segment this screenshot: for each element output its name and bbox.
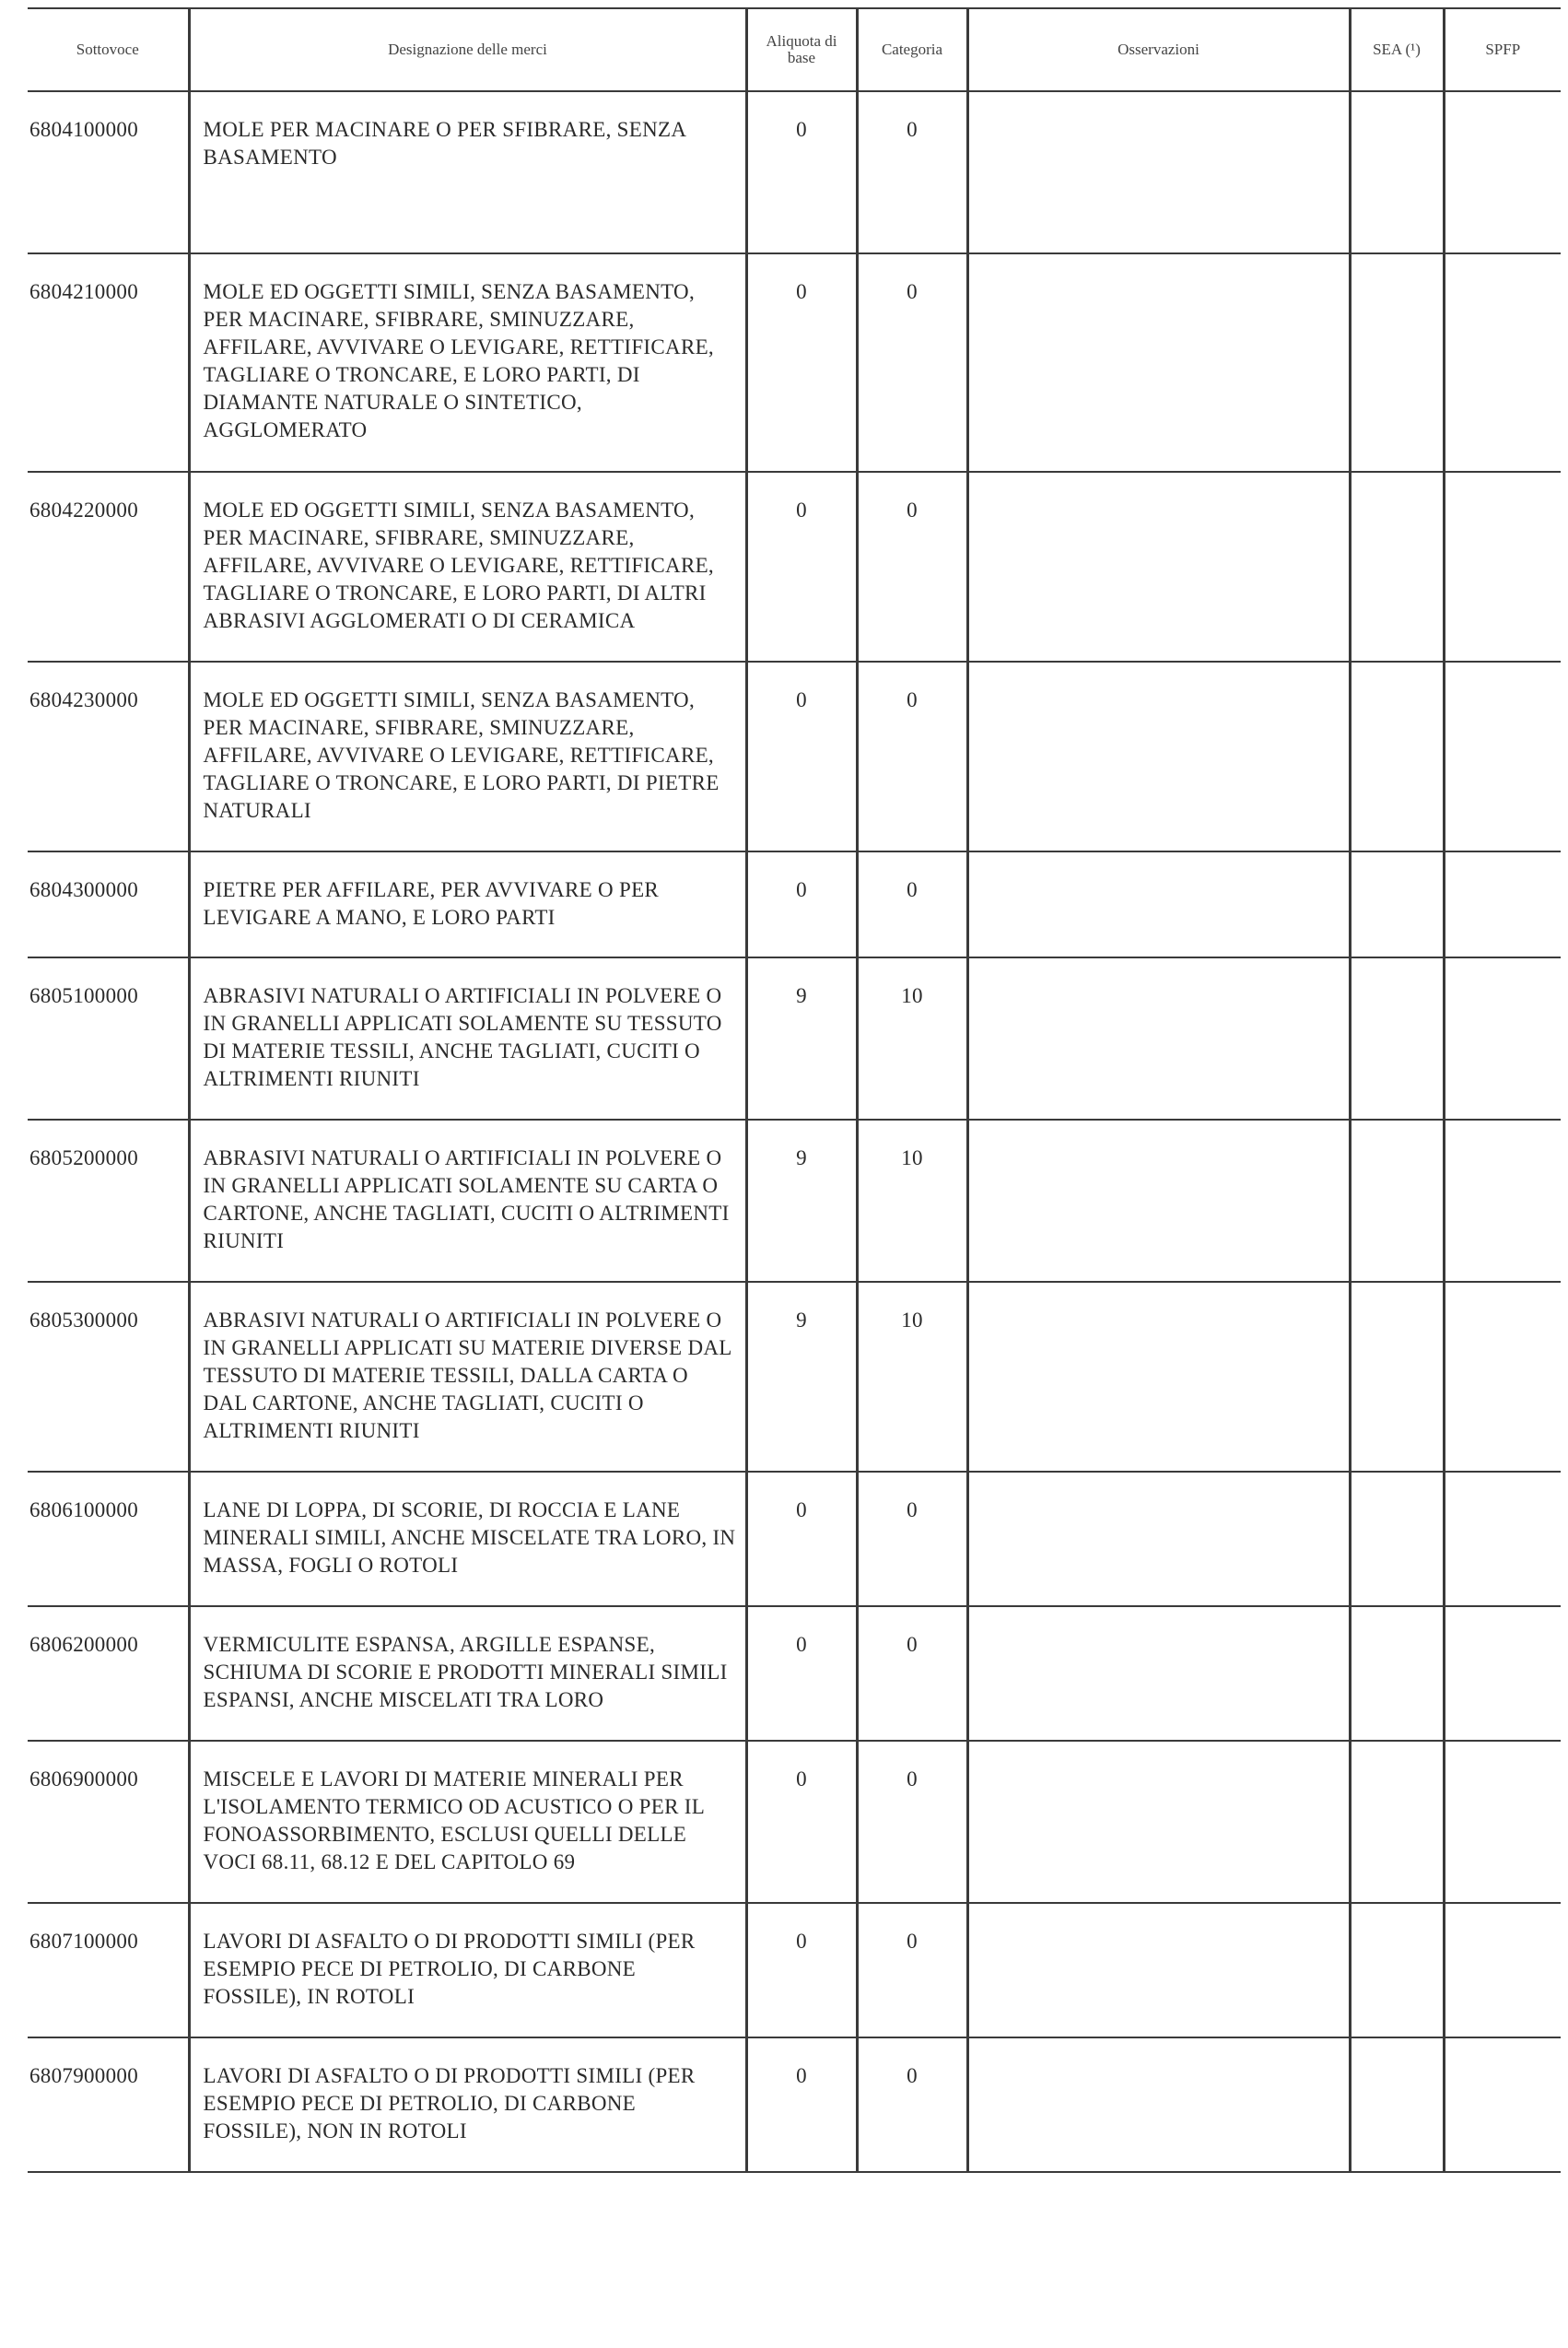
cell-sea [1350, 1606, 1444, 1741]
cell-sea [1350, 1741, 1444, 1903]
cell-categoria: 0 [857, 1606, 967, 1741]
cell-sea [1350, 957, 1444, 1120]
cell-sea [1350, 1120, 1444, 1282]
cell-code: 6806900000 [28, 1741, 189, 1903]
cell-spfp [1444, 1903, 1561, 2037]
cell-description: MOLE ED OGGETTI SIMILI, SENZA BASAMENTO, PER MACINARE, SFIBRARE, SMINUZZARE, AFFILARE, AVVIVARE O LEVIGARE, RETTIFICARE, TAGLIARE O TRONCARE, E LORO PARTI, DI DIAMANTE NATURALE O SINTETICO, AGGLOMERATO [189, 253, 746, 472]
cell-categoria: 0 [857, 91, 967, 253]
table-row [28, 851, 1561, 957]
cell-description: VERMICULITE ESPANSA, ARGILLE ESPANSE, SCHIUMA DI SCORIE E PRODOTTI MINERALI SIMILI ESPANSI, ANCHE MISCELATI TRA LORO [189, 1606, 746, 1741]
cell-categoria: 0 [857, 2037, 967, 2172]
tariff-table [28, 7, 1561, 2173]
cell-aliquota: 9 [746, 957, 857, 1120]
cell-spfp [1444, 851, 1561, 957]
cell-osservazioni [967, 957, 1350, 1120]
cell-description: MOLE ED OGGETTI SIMILI, SENZA BASAMENTO, PER MACINARE, SFIBRARE, SMINUZZARE, AFFILARE, AVVIVARE O LEVIGARE, RETTIFICARE, TAGLIARE O TRONCARE, E LORO PARTI, DI PIETRE NATURALI [189, 662, 746, 851]
header-aliquota: Aliquota di base [746, 8, 857, 91]
cell-sea [1350, 1282, 1444, 1472]
cell-sea [1350, 1903, 1444, 2037]
header-sottovoce: Sottovoce [28, 8, 189, 91]
header-row [28, 8, 1561, 91]
cell-osservazioni [967, 253, 1350, 472]
table-row [28, 1741, 1561, 1903]
table-row [28, 91, 1561, 253]
table-row [28, 662, 1561, 851]
cell-sea [1350, 851, 1444, 957]
cell-code: 6807900000 [28, 2037, 189, 2172]
tariff-page [28, 7, 1561, 2173]
cell-code: 6804210000 [28, 253, 189, 472]
cell-osservazioni [967, 2037, 1350, 2172]
cell-spfp [1444, 253, 1561, 472]
cell-code: 6804300000 [28, 851, 189, 957]
header-osservazioni: Osservazioni [967, 8, 1350, 91]
table-row [28, 472, 1561, 662]
cell-description: MOLE PER MACINARE O PER SFIBRARE, SENZA BASAMENTO [189, 91, 746, 253]
cell-categoria: 10 [857, 1120, 967, 1282]
cell-code: 6804230000 [28, 662, 189, 851]
table-row [28, 1282, 1561, 1472]
cell-description: LANE DI LOPPA, DI SCORIE, DI ROCCIA E LANE MINERALI SIMILI, ANCHE MISCELATE TRA LORO, IN MASSA, FOGLI O ROTOLI [189, 1472, 746, 1606]
cell-sea [1350, 472, 1444, 662]
cell-aliquota: 0 [746, 91, 857, 253]
cell-categoria: 0 [857, 253, 967, 472]
cell-spfp [1444, 1282, 1561, 1472]
cell-description: LAVORI DI ASFALTO O DI PRODOTTI SIMILI (PER ESEMPIO PECE DI PETROLIO, DI CARBONE FOSSILE), IN ROTOLI [189, 1903, 746, 2037]
cell-sea [1350, 91, 1444, 253]
cell-spfp [1444, 1120, 1561, 1282]
table-row [28, 253, 1561, 472]
cell-categoria: 0 [857, 662, 967, 851]
cell-categoria: 10 [857, 1282, 967, 1472]
cell-description: ABRASIVI NATURALI O ARTIFICIALI IN POLVERE O IN GRANELLI APPLICATI SOLAMENTE SU TESSUTO DI MATERIE TESSILI, ANCHE TAGLIATI, CUCITI O ALTRIMENTI RIUNITI [189, 957, 746, 1120]
cell-aliquota: 9 [746, 1282, 857, 1472]
cell-spfp [1444, 957, 1561, 1120]
table-row [28, 1606, 1561, 1741]
cell-code: 6807100000 [28, 1903, 189, 2037]
cell-description: ABRASIVI NATURALI O ARTIFICIALI IN POLVERE O IN GRANELLI APPLICATI SOLAMENTE SU CARTA O CARTONE, ANCHE TAGLIATI, CUCITI O ALTRIMENTI RIUNITI [189, 1120, 746, 1282]
cell-categoria: 0 [857, 1741, 967, 1903]
cell-code: 6804100000 [28, 91, 189, 253]
cell-categoria: 0 [857, 851, 967, 957]
cell-osservazioni [967, 1903, 1350, 2037]
cell-description: MOLE ED OGGETTI SIMILI, SENZA BASAMENTO, PER MACINARE, SFIBRARE, SMINUZZARE, AFFILARE, AVVIVARE O LEVIGARE, RETTIFICARE, TAGLIARE O TRONCARE, E LORO PARTI, DI ALTRI ABRASIVI AGGLOMERATI O DI CERAMICA [189, 472, 746, 662]
cell-spfp [1444, 2037, 1561, 2172]
cell-osservazioni [967, 472, 1350, 662]
cell-sea [1350, 662, 1444, 851]
cell-code: 6805200000 [28, 1120, 189, 1282]
header-sea: SEA (¹) [1350, 8, 1444, 91]
cell-spfp [1444, 1741, 1561, 1903]
cell-description: PIETRE PER AFFILARE, PER AVVIVARE O PER LEVIGARE A MANO, E LORO PARTI [189, 851, 746, 957]
cell-code: 6804220000 [28, 472, 189, 662]
cell-aliquota: 0 [746, 851, 857, 957]
table-row [28, 957, 1561, 1120]
cell-aliquota: 0 [746, 1472, 857, 1606]
cell-osservazioni [967, 1282, 1350, 1472]
header-spfp: SPFP [1444, 8, 1561, 91]
cell-osservazioni [967, 91, 1350, 253]
cell-osservazioni [967, 1472, 1350, 1606]
table-row [28, 1472, 1561, 1606]
cell-categoria: 10 [857, 957, 967, 1120]
cell-osservazioni [967, 1741, 1350, 1903]
cell-aliquota: 0 [746, 472, 857, 662]
cell-code: 6806200000 [28, 1606, 189, 1741]
cell-aliquota: 0 [746, 253, 857, 472]
cell-sea [1350, 253, 1444, 472]
cell-code: 6806100000 [28, 1472, 189, 1606]
cell-aliquota: 0 [746, 1606, 857, 1741]
cell-aliquota: 0 [746, 2037, 857, 2172]
cell-categoria: 0 [857, 1472, 967, 1606]
cell-osservazioni [967, 851, 1350, 957]
cell-aliquota: 9 [746, 1120, 857, 1282]
header-categoria: Categoria [857, 8, 967, 91]
cell-aliquota: 0 [746, 1903, 857, 2037]
cell-spfp [1444, 1472, 1561, 1606]
cell-spfp [1444, 662, 1561, 851]
header-designazione: Designazione delle merci [189, 8, 746, 91]
cell-description: LAVORI DI ASFALTO O DI PRODOTTI SIMILI (PER ESEMPIO PECE DI PETROLIO, DI CARBONE FOSSILE), NON IN ROTOLI [189, 2037, 746, 2172]
table-row [28, 2037, 1561, 2172]
cell-osservazioni [967, 1606, 1350, 1741]
cell-spfp [1444, 1606, 1561, 1741]
cell-sea [1350, 1472, 1444, 1606]
cell-aliquota: 0 [746, 662, 857, 851]
cell-code: 6805300000 [28, 1282, 189, 1472]
table-row [28, 1903, 1561, 2037]
cell-spfp [1444, 472, 1561, 662]
table-row [28, 1120, 1561, 1282]
cell-categoria: 0 [857, 1903, 967, 2037]
cell-osservazioni [967, 662, 1350, 851]
cell-osservazioni [967, 1120, 1350, 1282]
cell-description: ABRASIVI NATURALI O ARTIFICIALI IN POLVERE O IN GRANELLI APPLICATI SU MATERIE DIVERSE DAL TESSUTO DI MATERIE TESSILI, DALLA CARTA O DAL CARTONE, ANCHE TAGLIATI, CUCITI O ALTRIMENTI RIUNITI [189, 1282, 746, 1472]
cell-spfp [1444, 91, 1561, 253]
cell-sea [1350, 2037, 1444, 2172]
cell-description: MISCELE E LAVORI DI MATERIE MINERALI PER L'ISOLAMENTO TERMICO OD ACUSTICO O PER IL FONOASSORBIMENTO, ESCLUSI QUELLI DELLE VOCI 68.11, 68.12 E DEL CAPITOLO 69 [189, 1741, 746, 1903]
cell-aliquota: 0 [746, 1741, 857, 1903]
cell-categoria: 0 [857, 472, 967, 662]
cell-code: 6805100000 [28, 957, 189, 1120]
